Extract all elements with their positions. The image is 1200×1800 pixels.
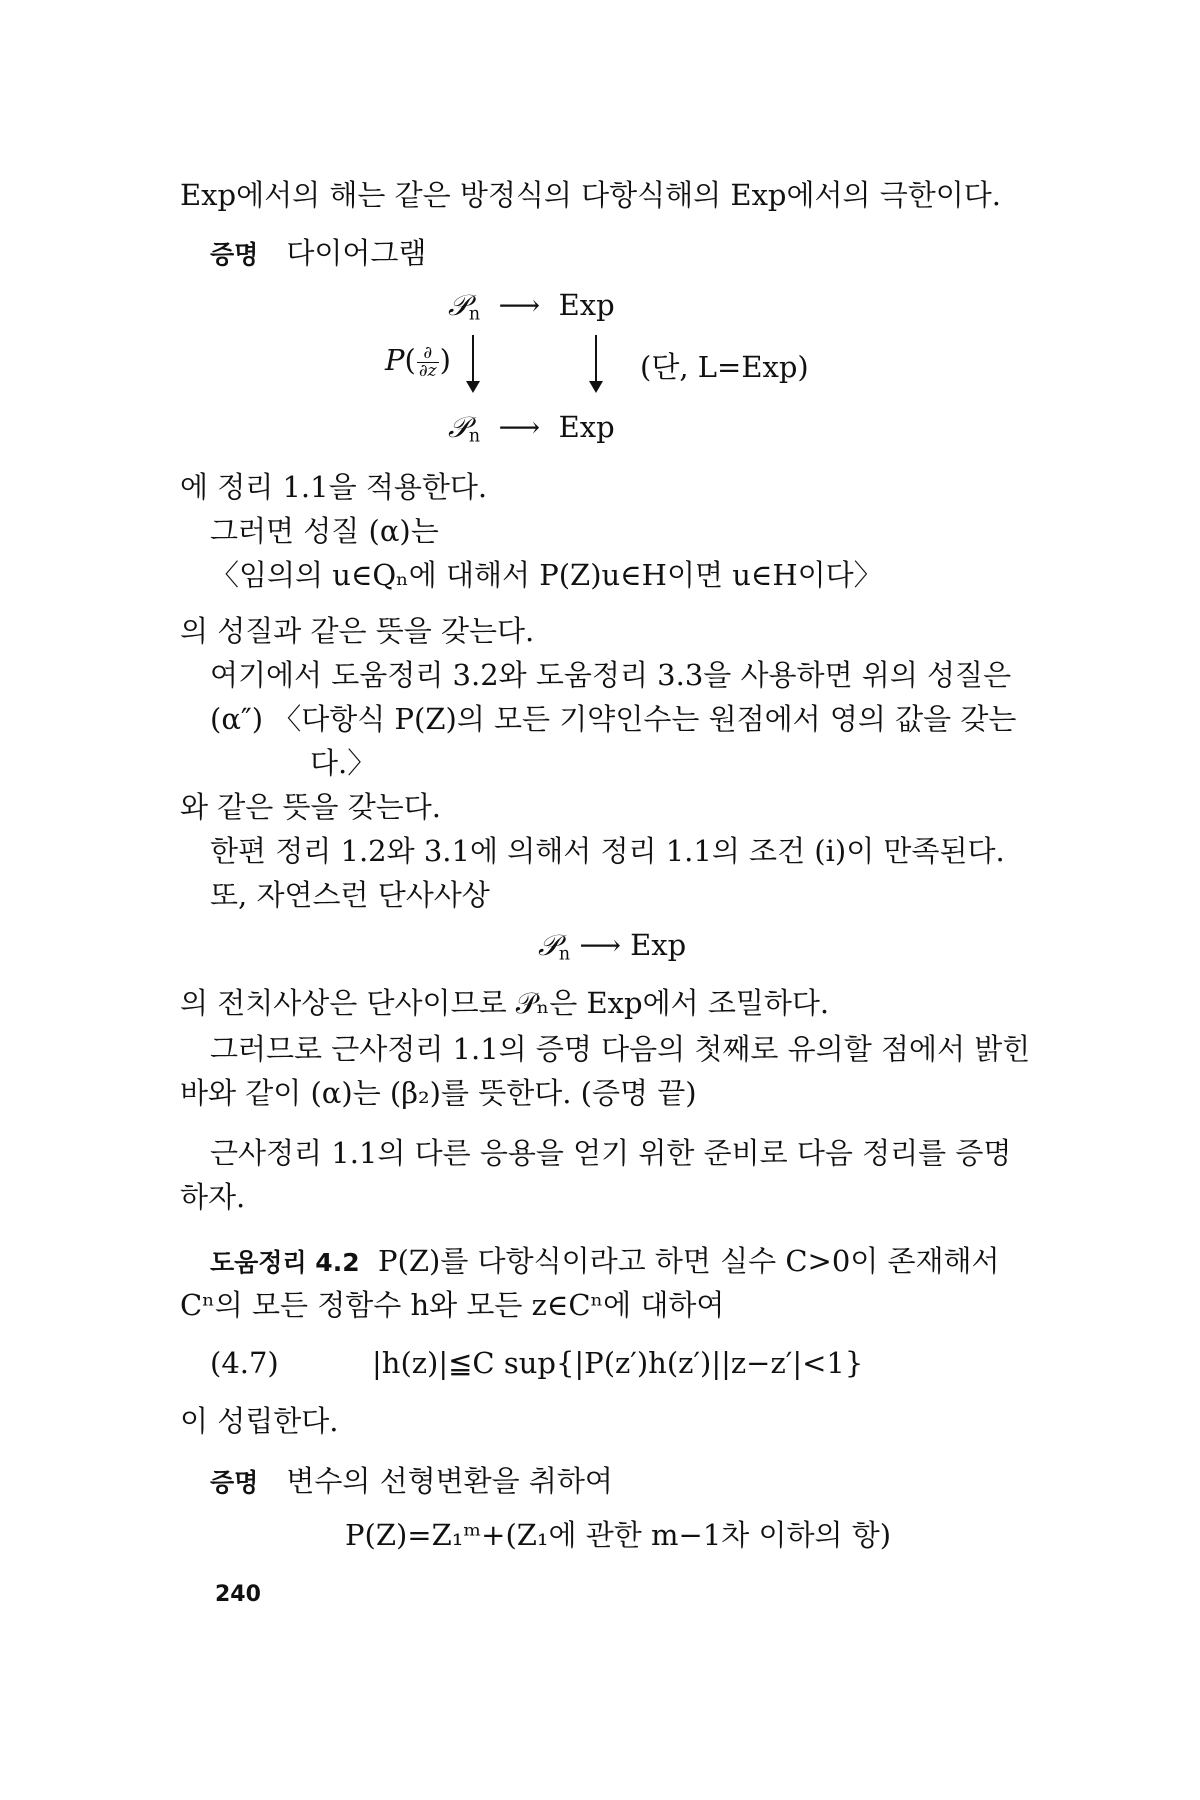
diagram-bottom-right: Exp <box>558 410 615 444</box>
text-line: 하자. <box>180 1180 246 1214</box>
text-line: 여기에서 도움정리 3.2와 도움정리 3.3을 사용하면 위의 성질은 <box>210 658 1012 692</box>
text-line: 바와 같이 (α)는 (β₂)를 뜻한다. (증명 끝) <box>180 1076 697 1110</box>
diagram-bottom-left: 𝒫 <box>448 410 469 444</box>
diagram-top-row: 𝒫$_n$ ⟶ Exp <box>448 288 615 325</box>
text-line: 그러면 성질 (α)는 <box>210 514 439 548</box>
text-line: 와 같은 뜻을 갖는다. <box>180 790 441 824</box>
proof-heading <box>210 236 426 271</box>
lemma-text: P(Z)를 다항식이라고 하면 실수 C>0이 존재해서 <box>378 1244 1000 1278</box>
equation: |h(z)|≦C sup{|P(z′)h(z′)||z−z′|<1} <box>372 1346 864 1380</box>
text-line: 이 성립한다. <box>180 1404 339 1438</box>
lemma-heading <box>210 1244 1000 1279</box>
text-line: 그러므로 근사정리 1.1의 증명 다음의 첫째로 유의할 점에서 밝힌 <box>210 1032 1031 1066</box>
lemma-label: 도움정리 4.2 <box>210 1248 360 1277</box>
right-arrow-icon: ⟶ <box>489 410 550 444</box>
text-line: 다.〉 <box>310 746 377 780</box>
page-number: 240 <box>215 1582 261 1607</box>
proof-label: 증명 <box>210 1468 259 1497</box>
diagram-bottom-row: 𝒫$_n$ ⟶ Exp <box>448 410 615 447</box>
text-line: 의 전치사상은 단사이므로 𝒫ₙ은 Exp에서 조밀하다. <box>180 986 830 1020</box>
text-line: 근사정리 1.1의 다른 응용을 얻기 위한 준비로 다음 정리를 증명 <box>210 1136 1012 1170</box>
text-line: 또, 자연스런 단사사상 <box>210 878 490 912</box>
diagram-top-right: Exp <box>558 288 615 322</box>
text-line: P(Z)=Z₁ᵐ+(Z₁에 관한 m−1차 이하의 항) <box>345 1518 892 1552</box>
diagram-top-left: 𝒫 <box>448 288 469 322</box>
text-line: 에 정리 1.1을 적용한다. <box>180 470 488 504</box>
proof-heading <box>210 1464 613 1499</box>
text-line: 한편 정리 1.2와 3.1에 의해서 정리 1.1의 조건 (i)이 만족된다. <box>210 834 1005 868</box>
text-line: Cⁿ의 모든 정함수 h와 모든 z∈Cⁿ에 대하여 <box>180 1288 725 1322</box>
down-arrow-icon <box>472 335 474 391</box>
diagram-note: (단, L=Exp) <box>640 350 809 384</box>
down-arrow-icon <box>595 335 597 391</box>
proof-text: 다이어그램 <box>286 236 427 270</box>
text-line: (α″) 〈다항식 P(Z)의 모든 기약인수는 원점에서 영의 값을 갖는 <box>210 702 1017 736</box>
text-line: 의 성질과 같은 뜻을 갖는다. <box>180 614 535 648</box>
diagram-left-operator: P( $\frac{\partial}{\partial z}$ ) <box>385 342 451 381</box>
injection-map: 𝒫$_n$ ⟶ Exp <box>538 928 687 965</box>
equation-number: (4.7) <box>210 1346 279 1380</box>
right-arrow-icon: ⟶ <box>489 288 550 322</box>
text-line: Exp에서의 해는 같은 방정식의 다항식해의 Exp에서의 극한이다. <box>180 178 1002 212</box>
text-line: 〈임의의 u∈Qₙ에 대해서 P(Z)u∈H이면 u∈H이다〉 <box>210 558 883 592</box>
proof-text: 변수의 선형변환을 취하여 <box>286 1464 613 1498</box>
proof-label: 증명 <box>210 240 259 269</box>
